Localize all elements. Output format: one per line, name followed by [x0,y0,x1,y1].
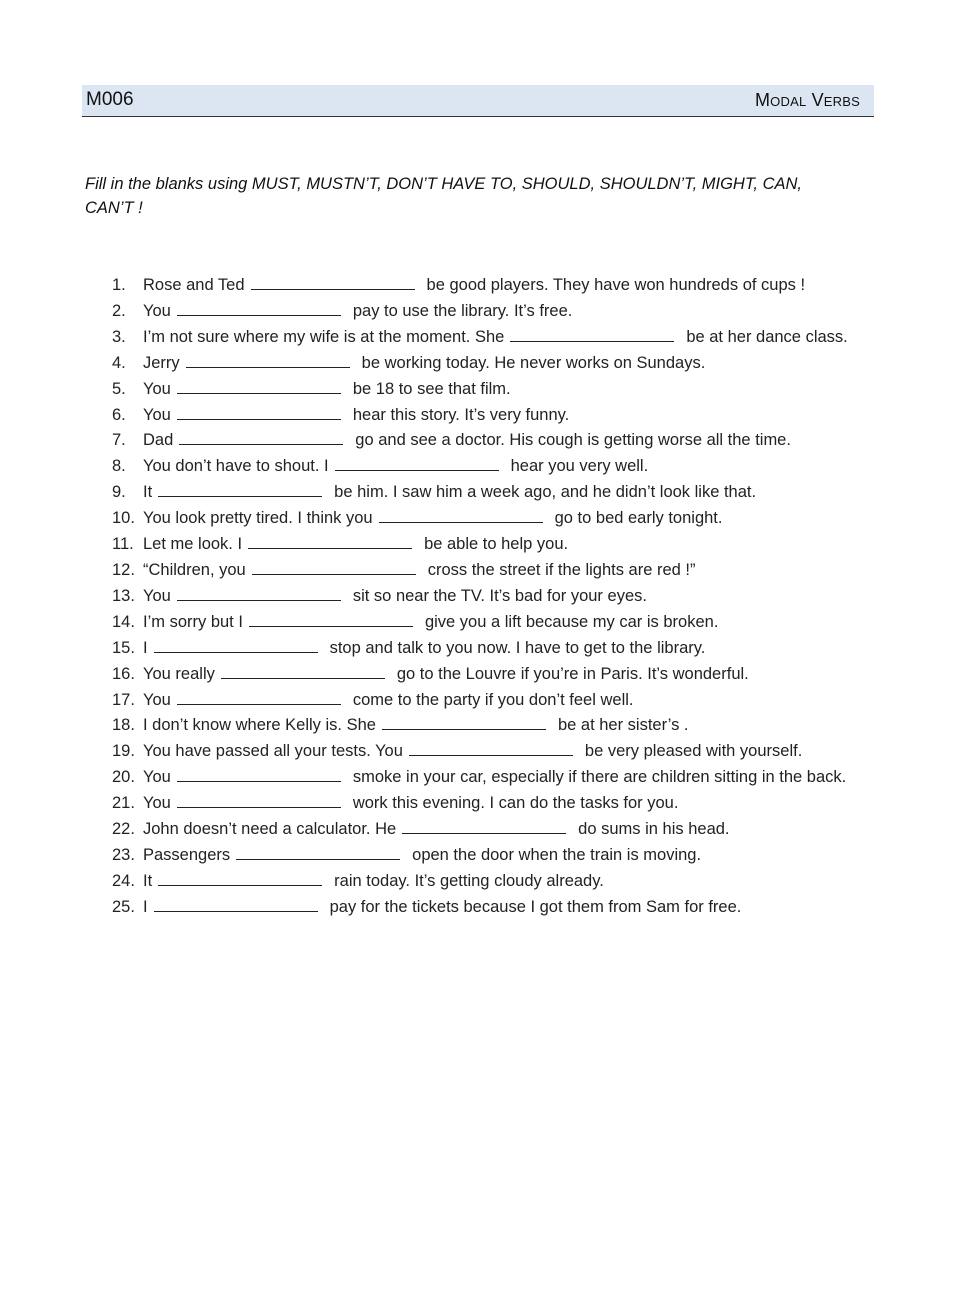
answer-blank[interactable] [177,690,341,705]
item-text-before: You really [143,664,215,683]
item-text-before: It [143,483,153,502]
item-number: 22. [112,820,135,839]
item-text-before: It [143,871,153,890]
item-text-before: I [143,638,148,657]
answer-blank[interactable] [248,534,412,549]
item-text-after: be at her sister’s . [557,716,689,735]
item-text-before: I [143,897,148,916]
item-number: 24. [112,871,135,890]
answer-blank[interactable] [177,405,341,420]
exercise-item [112,636,872,662]
answer-blank[interactable] [158,871,322,886]
exercise-item [112,869,872,895]
item-text-before: You [143,586,171,605]
item-text-before: Rose and Ted [143,276,245,294]
item-number: 8. [112,457,126,476]
item-text-after: go and see a doctor. His cough is getting worse all the time. [355,431,791,450]
answer-blank[interactable] [409,741,573,756]
item-number: 10. [112,509,135,528]
answer-blank[interactable] [186,353,350,368]
item-text-after: be very pleased with yourself. [584,742,803,761]
exercise-item [112,558,872,584]
item-number: 11. [112,535,134,554]
item-text-after: come to the party if you don’t feel well. [352,690,634,709]
item-text-before: You have passed all your tests. You [143,742,403,761]
item-text-after: be 18 to see that film. [352,379,511,398]
item-number: 2. [112,301,126,320]
item-text-after: go to bed early tonight. [554,509,723,528]
item-number: 1. [112,276,126,294]
worksheet-topic: Modal Verbs [754,90,860,110]
exercise-item [112,273,872,299]
item-number: 19. [112,742,135,761]
item-text-before: Let me look. I [143,535,243,554]
exercise-item [112,791,872,817]
answer-blank[interactable] [249,612,413,627]
exercise-item [112,506,872,532]
exercise-item [112,843,872,869]
worksheet-code: M006 [86,89,134,110]
exercise-item [112,325,872,351]
item-text-before: Dad [143,431,174,450]
answer-blank[interactable] [177,767,341,782]
item-number: 18. [112,716,135,735]
exercise-item [112,532,872,558]
answer-blank[interactable] [335,456,499,471]
exercise-item [112,403,872,429]
answer-blank[interactable] [252,560,416,575]
item-text-after: hear this story. It’s very funny. [352,405,570,424]
answer-blank[interactable] [510,327,674,342]
answer-blank[interactable] [251,275,415,290]
answer-blank[interactable] [382,715,546,730]
exercise-item [112,377,872,403]
answer-blank[interactable] [154,897,318,912]
answer-blank[interactable] [177,586,341,601]
item-number: 17. [112,690,135,709]
item-number: 25. [112,897,135,916]
item-text-after: work this evening. I can do the tasks for you. [352,794,679,813]
item-text-after: pay for the tickets because I got them from Sam for free. [329,897,742,916]
item-text-after: stop and talk to you now. I have to get to the library. [329,638,706,657]
answer-blank[interactable] [158,482,322,497]
exercise-item [112,454,872,480]
item-number: 14. [112,612,135,631]
item-text-before: I don’t know where Kelly is. She [143,716,376,735]
exercise-item [112,351,872,377]
item-number: 3. [112,327,126,346]
item-text-before: Jerry [143,353,180,372]
item-text-after: be at her dance class. [686,327,848,346]
item-text-before: You don’t have to shout. I [143,457,329,476]
item-text-after: go to the Louvre if you’re in Paris. It’s wonderful. [396,664,749,683]
item-text-after: rain today. It’s getting cloudy already. [334,871,604,890]
item-number: 15. [112,638,135,657]
item-text-after: be working today. He never works on Sundays. [361,353,706,372]
item-text-before: You look pretty tired. I think you [143,509,373,528]
exercise-item [112,817,872,843]
exercise-item [112,662,872,688]
item-text-after: pay to use the library. It’s free. [352,301,573,320]
item-number: 13. [112,586,135,605]
answer-blank[interactable] [177,793,341,808]
item-text-before: I’m sorry but I [143,612,243,631]
exercise-item [112,713,872,739]
item-number: 20. [112,768,135,787]
exercise-item [112,428,872,454]
instructions: Fill in the blanks using MUST, MUSTN’T, DON’T HAVE TO, SHOULD, SHOULDN’T, MIGHT, CAN, CAN’T ! [85,175,803,217]
exercise-item [112,739,872,765]
item-text-after: smoke in your car, especially if there are children sitting in the back. [352,768,847,787]
exercise-item [112,688,872,714]
item-text-before: You [143,768,171,787]
item-text-after: be good players. They have won hundreds of cups ! [426,276,806,294]
answer-blank[interactable] [236,845,400,860]
item-number: 7. [112,431,126,450]
item-number: 23. [112,845,135,864]
exercise-item [112,480,872,506]
item-text-after: sit so near the TV. It’s bad for your eyes. [352,586,647,605]
exercise-item [112,895,872,921]
item-number: 4. [112,353,126,372]
exercise-item [112,584,872,610]
answer-blank[interactable] [177,379,341,394]
item-text-before: You [143,379,171,398]
item-text-after: do sums in his head. [578,820,730,839]
answer-blank[interactable] [154,638,318,653]
item-number: 9. [112,483,126,502]
item-text-before: You [143,405,171,424]
item-text-before: You [143,301,171,320]
item-text-after: open the door when the train is moving. [412,845,702,864]
exercise-item [112,610,872,636]
item-text-after: be able to help you. [424,535,569,554]
exercise-item [112,299,872,325]
item-text-before: John doesn’t need a calculator. He [143,820,397,839]
item-text-before: You [143,794,171,813]
item-text-after: cross the street if the lights are red !” [427,560,696,579]
item-number: 6. [112,405,126,424]
answer-blank[interactable] [177,301,341,316]
item-text-before: You [143,690,171,709]
exercise-list [112,273,872,921]
item-text-before: Passengers [143,845,231,864]
exercise-item [112,765,872,791]
item-number: 12. [112,560,135,579]
answer-blank[interactable] [221,664,385,679]
answer-blank[interactable] [179,430,343,445]
answer-blank[interactable] [402,819,566,834]
item-number: 16. [112,664,135,683]
item-text-after: be him. I saw him a week ago, and he didn’t look like that. [334,483,757,502]
item-number: 21. [112,794,135,813]
item-text-after: hear you very well. [510,457,649,476]
item-text-before: “Children, you [143,560,246,579]
item-number: 5. [112,379,126,398]
answer-blank[interactable] [379,508,543,523]
item-text-before: I’m not sure where my wife is at the moment. She [143,327,505,346]
header-bar [82,85,874,117]
item-text-after: give you a lift because my car is broken. [424,612,719,631]
